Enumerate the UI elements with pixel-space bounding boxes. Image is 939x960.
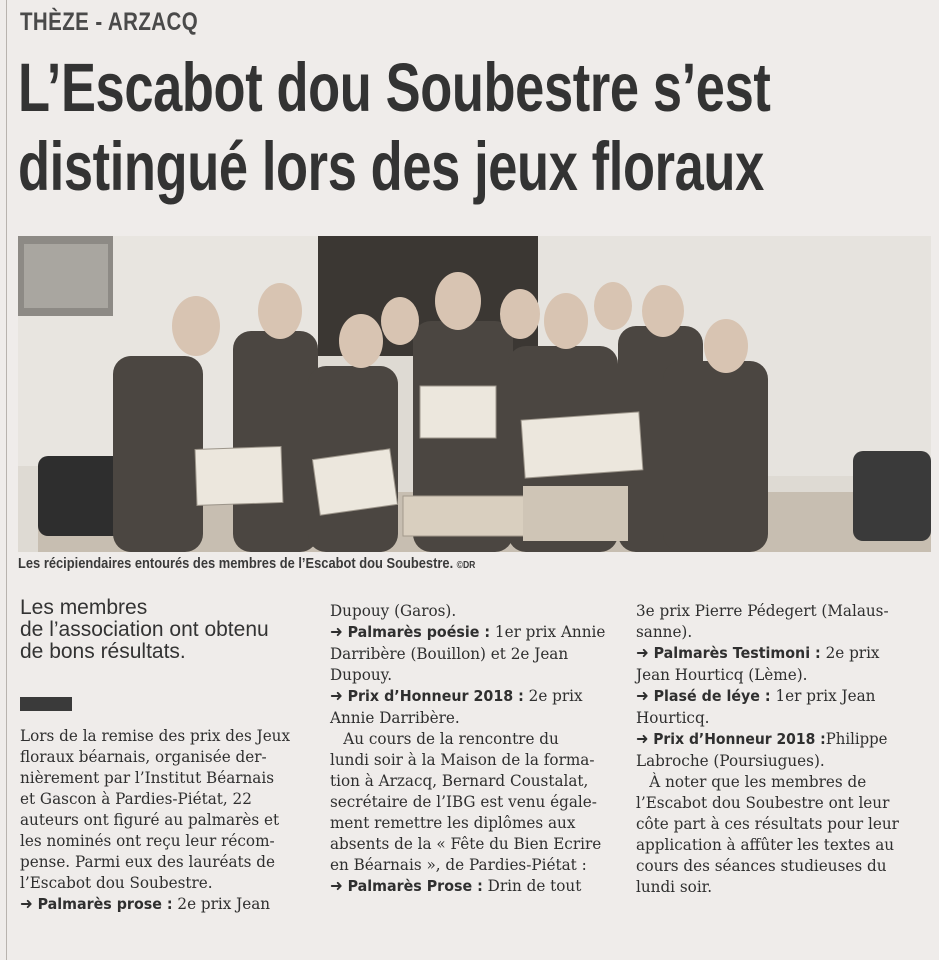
poesie-label: Palmarès poésie : — [347, 623, 491, 641]
headline-line-1: L’Escabot dou Soubestre s’est — [18, 49, 771, 126]
photo-credit: ©DR — [456, 560, 476, 571]
col2-line: Dupouy. — [330, 665, 393, 684]
col2-line: Dupouy (Garos). — [330, 601, 457, 620]
col2-line: secrétaire de l’IBG est venu égale- — [330, 792, 597, 811]
col3-line: Jean Hourticq (Lème). — [636, 665, 808, 684]
page-edge-rule — [6, 0, 7, 960]
col1-line: floraux béarnais, organisée der- — [20, 747, 267, 766]
col3-line: Labroche (Poursiugues). — [636, 751, 825, 770]
col1-line: Lors de la remise des prix des Jeux — [20, 726, 291, 745]
col3-testimoni-line — [636, 642, 899, 664]
col2-line: ment remettre les diplômes aux — [330, 813, 576, 832]
col2-poesie-line — [330, 621, 605, 643]
col1-line: les nominés ont reçu leur récom- — [20, 831, 275, 850]
col3-line: l’Escabot dou Soubestre ont leur — [636, 793, 890, 812]
arrow-icon: ➜ — [330, 686, 343, 705]
col2-line: en Béarnais », de Pardies-Piétat : — [330, 855, 587, 874]
poesie-text: 1er prix Annie — [490, 622, 606, 641]
plase-label: Plasé de léye : — [653, 687, 771, 705]
honneur-text: 2e prix — [523, 686, 583, 705]
col2-line: tion à Arzacq, Bernard Coustalat, — [330, 771, 589, 790]
lede-separator-bar — [20, 697, 72, 711]
article-headline — [18, 48, 778, 206]
prose-label: Palmarès prose : — [37, 895, 173, 913]
col2-line: Darribère (Bouillon) et 2e Jean — [330, 644, 569, 663]
lede-line-2: de l’association ont obtenu — [20, 618, 269, 641]
arrow-icon: ➜ — [20, 894, 33, 913]
col1-line: nièrement par l’Institut Béarnais — [20, 768, 275, 787]
arrow-icon: ➜ — [330, 622, 343, 641]
col1-line: auteurs ont figuré au palmarès et — [20, 810, 280, 829]
prose2-text: Drin de tout — [482, 876, 582, 895]
testimoni-label: Palmarès Testimoni : — [653, 644, 821, 662]
group-photo-icon — [18, 236, 931, 552]
prose-text: 2e prix Jean — [172, 894, 271, 913]
col1-line: l’Escabot dou Soubestre. — [20, 873, 213, 892]
honneur-label: Prix d’Honneur 2018 : — [347, 687, 524, 705]
col1-line: pense. Parmi eux des lauréats de — [20, 852, 276, 871]
plase-text: 1er prix Jean — [770, 686, 876, 705]
col3-line: À noter que les membres de — [649, 772, 867, 791]
arrow-icon: ➜ — [636, 643, 649, 662]
col3-block — [636, 600, 913, 897]
col2-prose-line — [330, 875, 605, 897]
col2-line: Au cours de la rencontre du — [343, 729, 559, 748]
arrow-icon: ➜ — [636, 686, 649, 705]
testimoni-text: 2e prix — [820, 643, 880, 662]
prose2-label: Palmarès Prose : — [347, 877, 483, 895]
col2-line: lundi soir à la Maison de la forma- — [330, 750, 595, 769]
col3-plase-line — [636, 685, 899, 707]
col1-line: et Gascon à Pardies-Piétat, 22 — [20, 789, 252, 808]
col1-paragraph — [20, 725, 304, 915]
arrow-icon: ➜ — [330, 876, 343, 895]
col3-honneur-line — [636, 728, 893, 750]
group-photo — [18, 236, 931, 552]
col3-line: côte part à ces résultats pour leur — [636, 814, 899, 833]
arrow-icon: ➜ — [636, 729, 649, 748]
honneur2-text: Philippe — [825, 729, 888, 748]
col3-line: sanne). — [636, 622, 693, 641]
col3-line: Hourticq. — [636, 708, 710, 727]
headline-line-2: distingué lors des jeux floraux — [18, 128, 764, 205]
col2-line: Annie Darribère. — [330, 708, 460, 727]
lede-line-3: de bons résultats. — [20, 640, 186, 663]
col1-prose-line — [20, 893, 290, 915]
col3-line: lundi soir. — [636, 877, 713, 896]
section-kicker: THÈZE - ARZACQ — [20, 8, 199, 36]
lede-line-1: Les membres — [20, 596, 148, 619]
col2-line: absents de la « Fête du Bien Ecrire — [330, 834, 602, 853]
honneur2-label: Prix d’Honneur 2018 : — [653, 730, 826, 748]
caption-text: Les récipiendaires entourés des membres de l’Escabot dou Soubestre. — [18, 555, 454, 572]
col3-line: cours des séances studieuses du — [636, 856, 887, 875]
article-lede — [20, 597, 300, 663]
photo-caption — [18, 555, 803, 572]
col2-block — [330, 600, 620, 897]
col3-line: 3e prix Pierre Pédegert (Malaus- — [636, 601, 889, 620]
col3-line: application à affûter les textes au — [636, 835, 895, 854]
col2-honneur-line — [330, 685, 605, 707]
